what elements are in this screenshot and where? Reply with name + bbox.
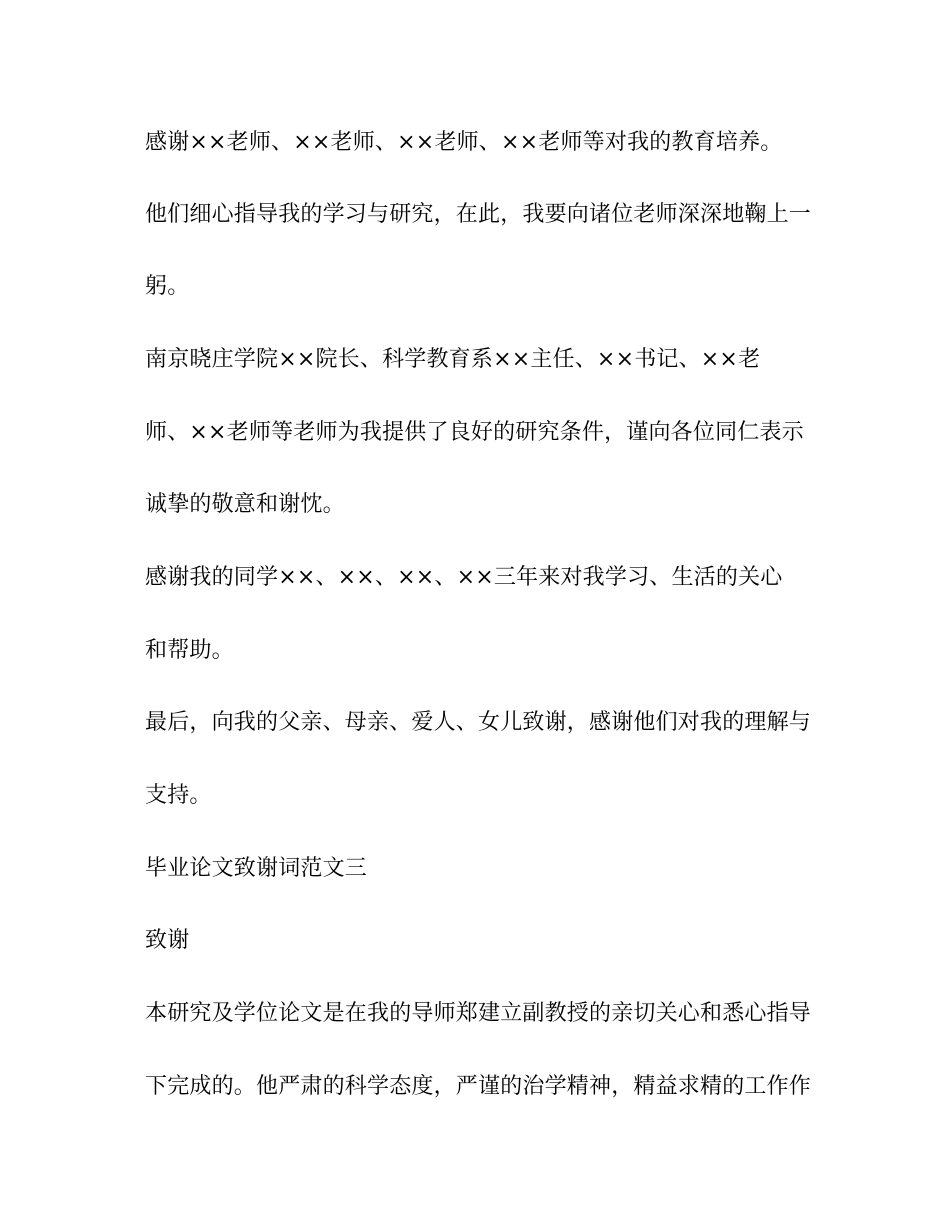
text-line: 支持。 [145,783,212,808]
text-line: 和帮助。 [145,638,234,663]
text-line: 他们细心指导我的学习与研究，在此，我要向诸位老师深深地鞠上一 [145,202,812,227]
subsection-heading: 致谢 [145,928,190,953]
text-line: 师、××老师等老师为我提供了良好的研究条件，谨向各位同仁表示 [145,420,804,445]
text-line: 感谢我的同学××、××、××、××三年来对我学习、生活的关心 [145,565,783,590]
text-line: 感谢××老师、××老师、××老师、××老师等对我的教育培养。 [145,130,783,155]
text-line: 南京晓庄学院××院长、科学教育系××主任、××书记、××老 [145,347,761,372]
text-line: 本研究及学位论文是在我的导师郑建立副教授的亲切关心和悉心指导 [145,1001,812,1026]
text-line: 诚挚的敬意和谢忱。 [145,492,345,517]
text-line: 躬。 [145,274,190,299]
section-heading: 毕业论文致谢词范文三 [145,856,368,881]
text-line: 最后，向我的父亲、母亲、爱人、女儿致谢，感谢他们对我的理解与 [145,710,812,735]
text-line: 下完成的。他严肃的科学态度，严谨的治学精神，精益求精的工作作 [145,1074,812,1099]
